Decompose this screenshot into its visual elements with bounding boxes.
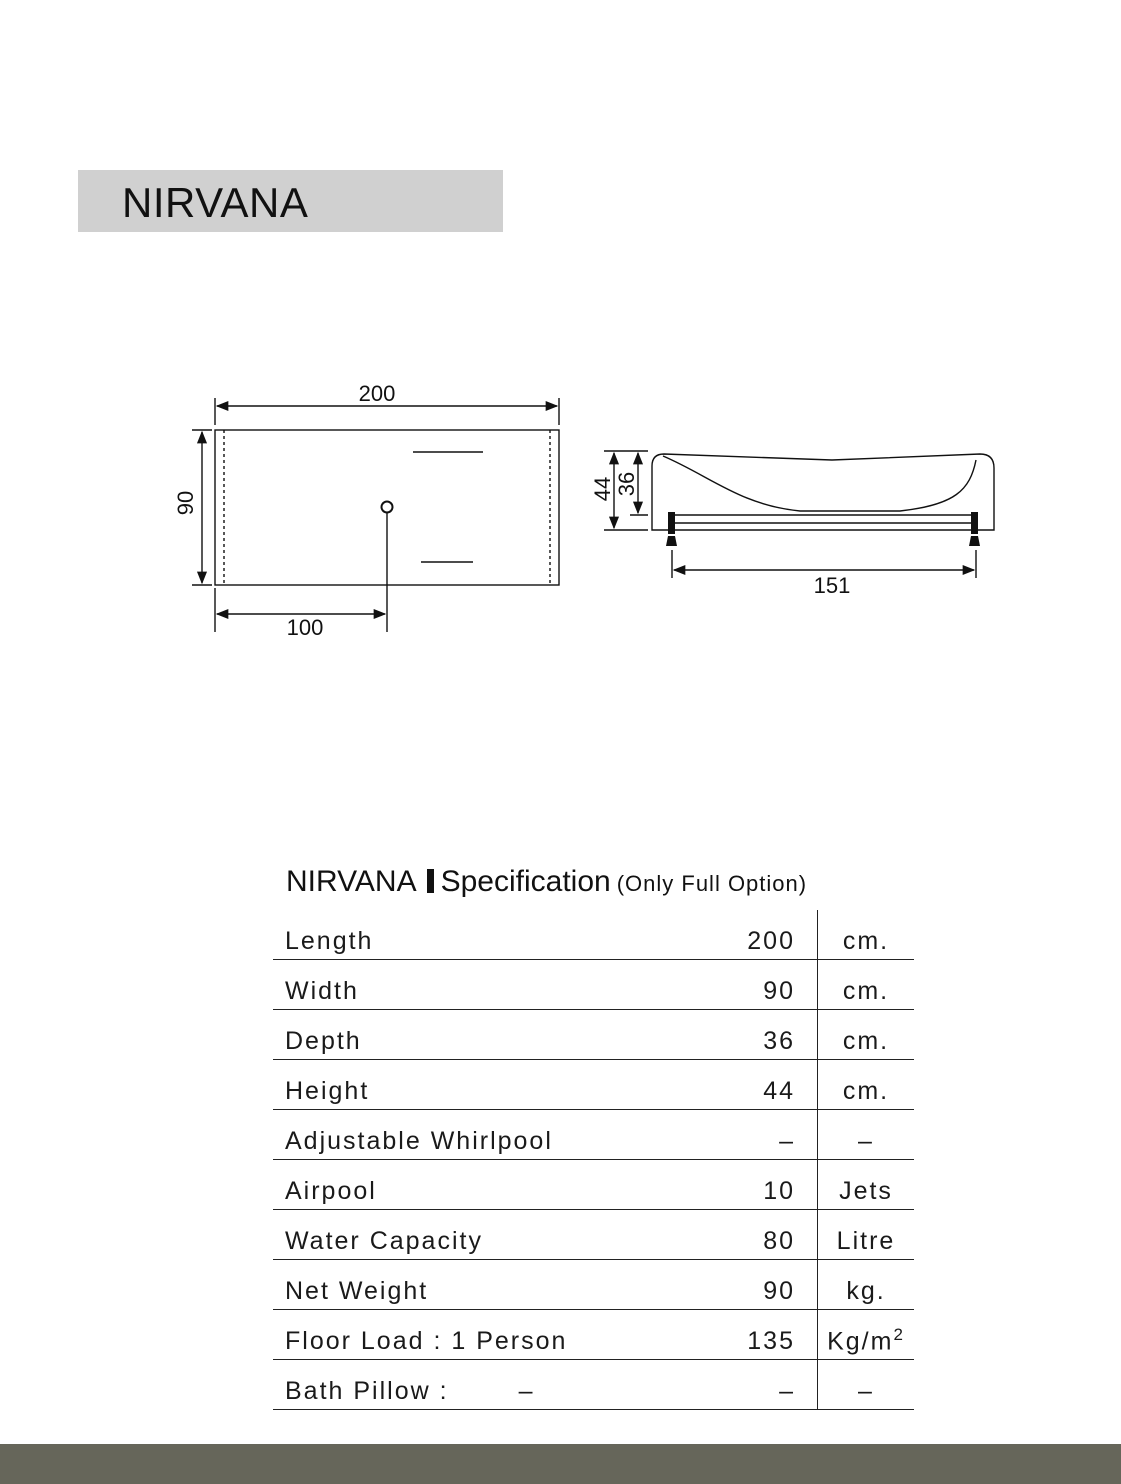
- spec-heading: [286, 865, 807, 899]
- row-label: Adjustable Whirlpool: [285, 1127, 553, 1155]
- page-title: NIRVANA: [122, 179, 309, 226]
- leg-left: [666, 512, 677, 546]
- row-unit: cm.: [818, 1060, 915, 1110]
- spec-title: Specification: [440, 865, 611, 898]
- row-unit: cm.: [818, 1010, 915, 1060]
- row-value: 200: [747, 927, 795, 955]
- table-row: [273, 960, 914, 1010]
- table-row: [273, 1110, 914, 1160]
- spec-model-name: NIRVANA: [286, 865, 417, 898]
- row-value: 90: [763, 977, 795, 1005]
- height-dimension-label: 44: [590, 476, 615, 502]
- row-value: 135: [747, 1327, 795, 1355]
- row-unit: –: [818, 1360, 915, 1410]
- row-unit: Jets: [818, 1160, 915, 1210]
- unit-base: Kg/m: [827, 1327, 894, 1355]
- row-value: 80: [763, 1227, 795, 1255]
- spec-note: (Only Full Option): [616, 871, 808, 896]
- tub-basin-curve: [663, 456, 976, 511]
- row-unit: Litre: [818, 1210, 915, 1260]
- row-label: Length: [285, 927, 374, 955]
- width-dimension-label: 90: [173, 490, 198, 516]
- table-row: [273, 1360, 914, 1410]
- row-label: [273, 1360, 695, 1410]
- row-value: –: [779, 1127, 795, 1155]
- row-label: Water Capacity: [285, 1227, 483, 1255]
- row-label: Floor Load : 1 Person: [285, 1327, 568, 1355]
- technical-drawing: [0, 0, 1121, 700]
- row-label-text: Bath Pillow :: [285, 1377, 449, 1405]
- drain-icon: [382, 502, 393, 513]
- table-row: [273, 910, 914, 960]
- leg-span-label: 151: [813, 573, 851, 598]
- row-label: Airpool: [285, 1177, 377, 1205]
- row-value: 10: [763, 1177, 795, 1205]
- unit-superscript: 2: [893, 1324, 905, 1344]
- specification-table: [273, 910, 914, 1410]
- footer-bar: [0, 1444, 1121, 1484]
- row-value: –: [779, 1377, 795, 1405]
- row-unit: cm.: [818, 960, 915, 1010]
- row-unit: cm.: [818, 910, 915, 960]
- heading-separator: [427, 869, 434, 893]
- row-label: Width: [285, 977, 359, 1005]
- table-row: [273, 1310, 914, 1360]
- row-label: Depth: [285, 1027, 362, 1055]
- row-value: 36: [763, 1027, 795, 1055]
- row-label: Height: [285, 1077, 370, 1105]
- table-row: [273, 1010, 914, 1060]
- table-row: [273, 1160, 914, 1210]
- drain-offset-label: 100: [286, 615, 324, 640]
- row-value: 90: [763, 1277, 795, 1305]
- row-label-extra: –: [518, 1377, 535, 1405]
- row-label: Net Weight: [285, 1277, 429, 1305]
- table-row: [273, 1260, 914, 1310]
- side-view: [590, 451, 994, 598]
- table-row: [273, 1210, 914, 1260]
- top-view: [173, 381, 559, 640]
- length-dimension-label: 200: [358, 381, 396, 406]
- table-row: [273, 1060, 914, 1110]
- leg-right: [969, 512, 980, 546]
- row-unit: kg.: [818, 1260, 915, 1310]
- row-unit: [818, 1310, 915, 1360]
- depth-dimension-label: 36: [614, 471, 639, 497]
- tub-side-outline: [652, 454, 994, 530]
- row-unit: –: [818, 1110, 915, 1160]
- row-value: 44: [763, 1077, 795, 1105]
